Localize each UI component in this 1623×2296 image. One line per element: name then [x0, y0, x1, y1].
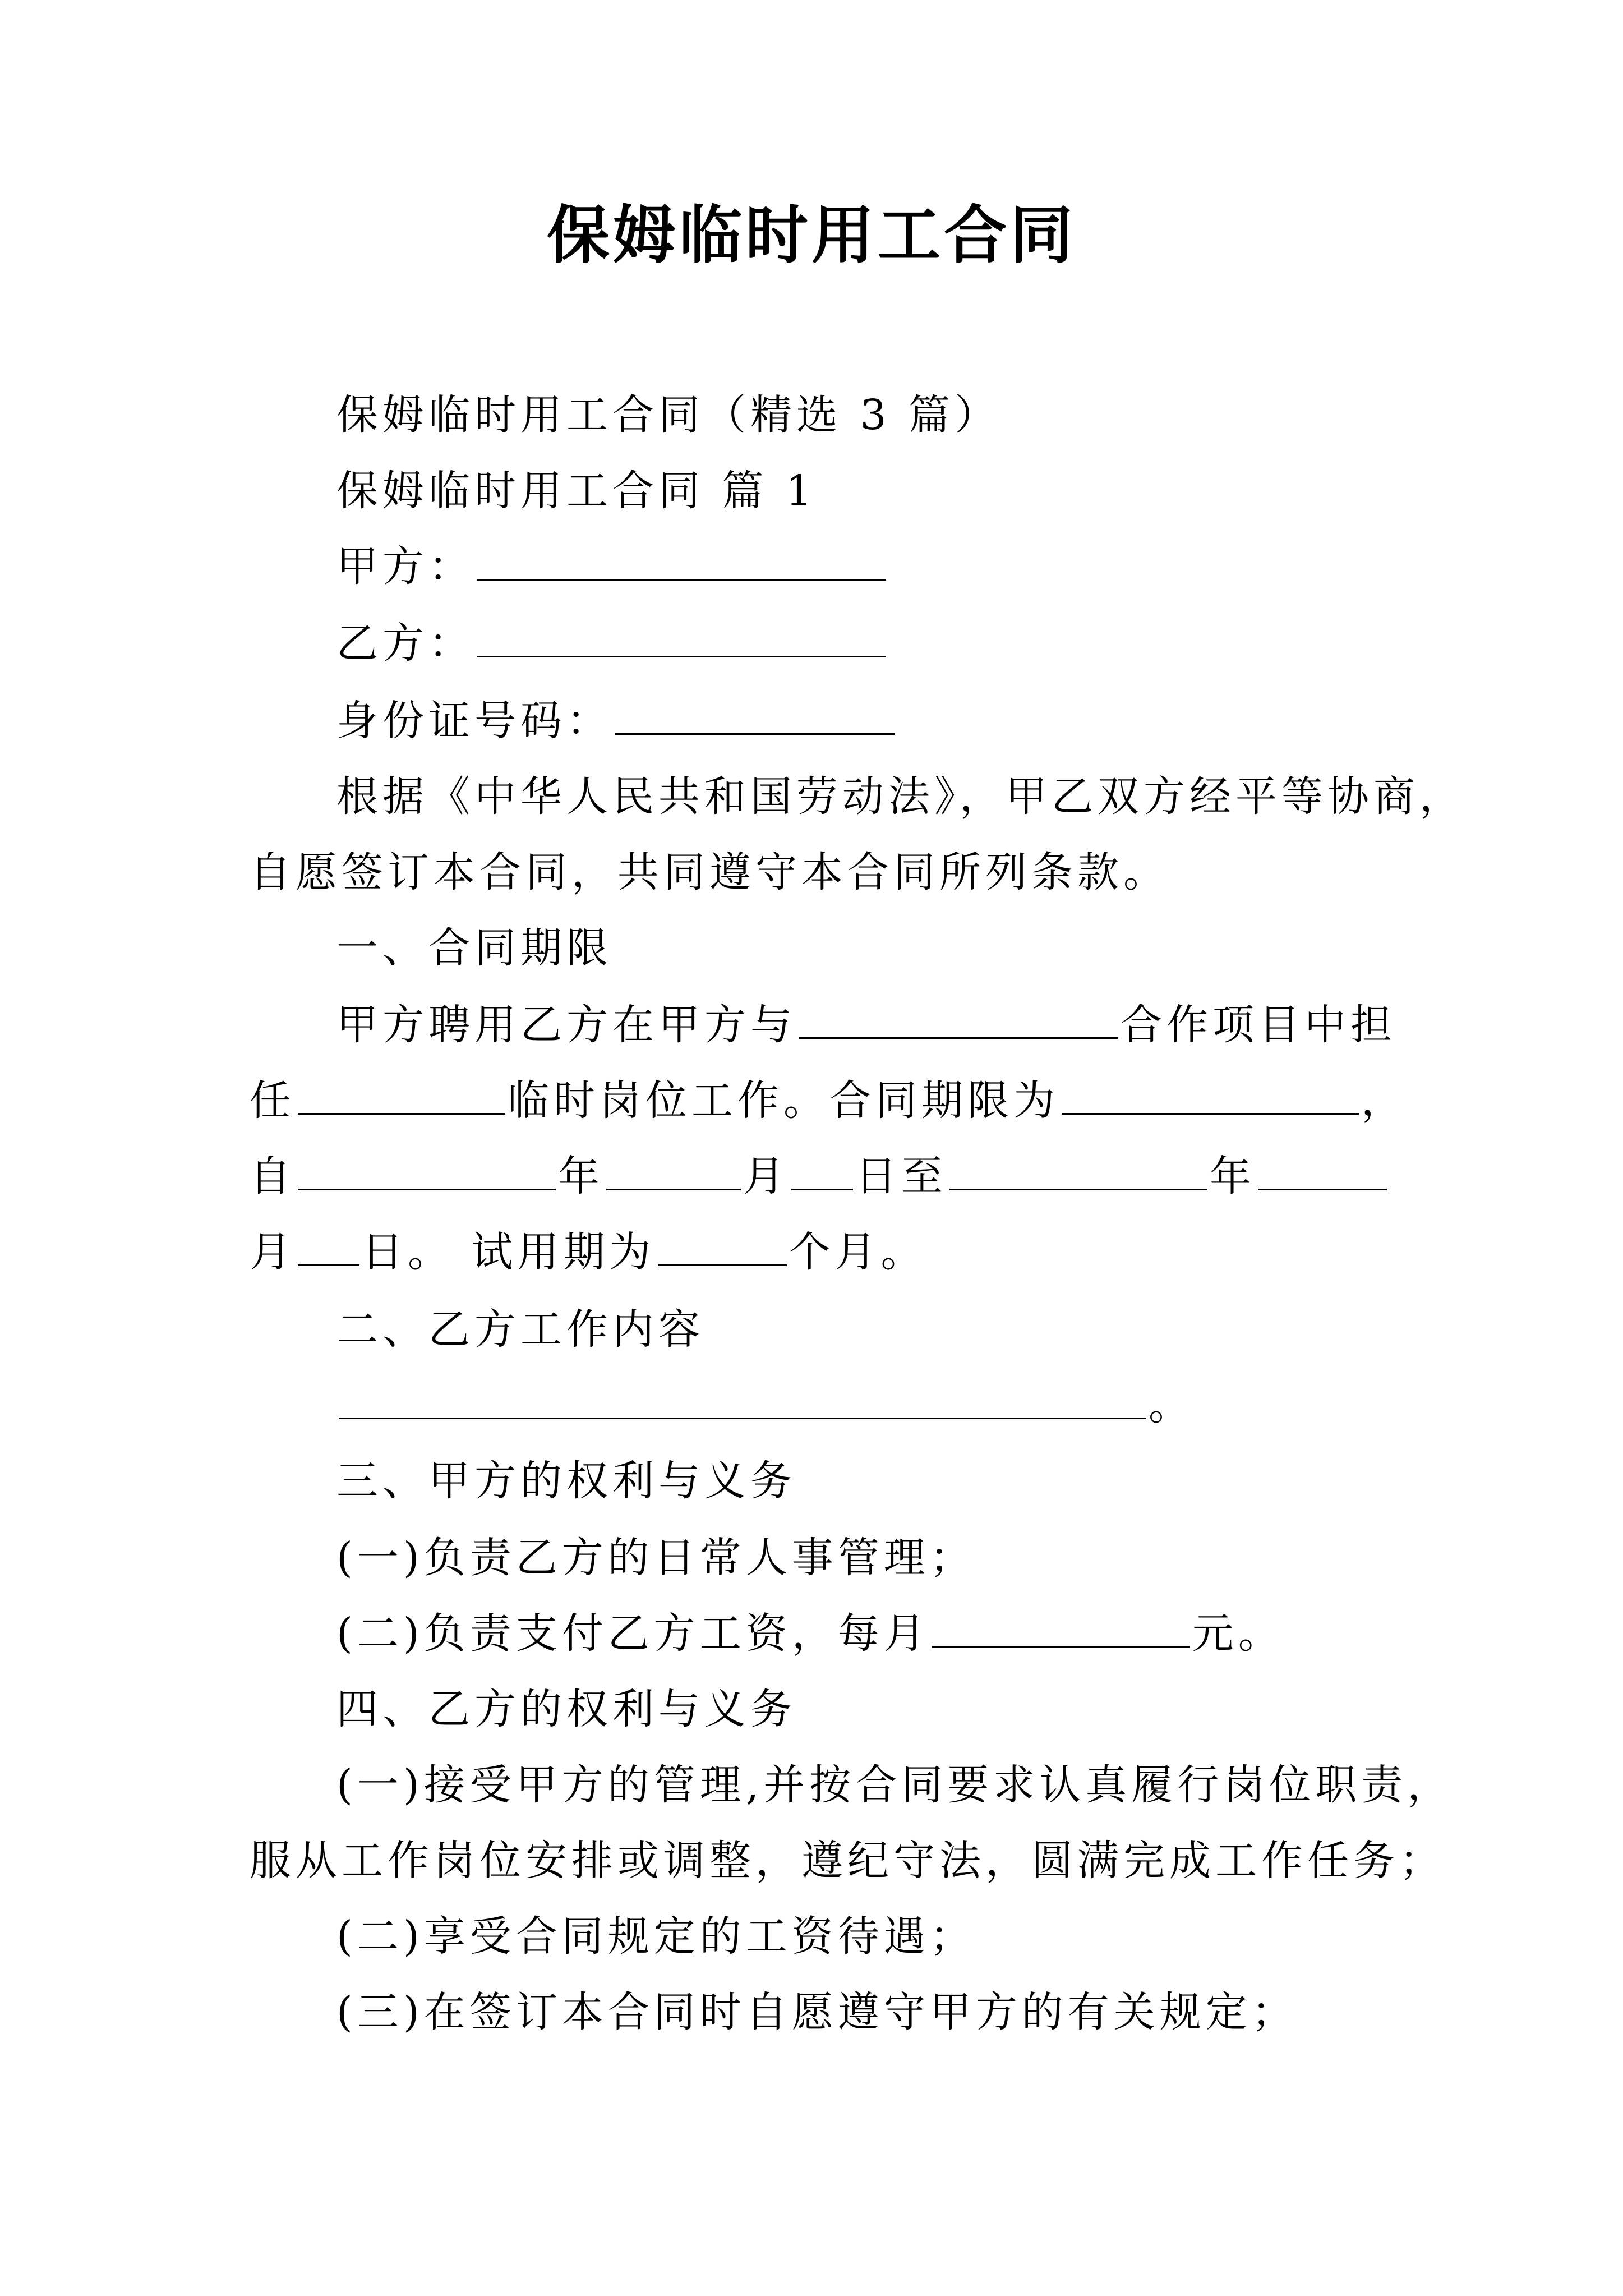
party-a-blank — [477, 544, 886, 581]
project-blank — [799, 1002, 1118, 1039]
party-b-row — [336, 615, 1492, 671]
section-heading-4: 四、乙方的权利与义务 — [336, 1685, 796, 1733]
clause-line: (二)享受合同规定的工资待遇； — [336, 1912, 976, 1961]
salary-row — [336, 1605, 1492, 1662]
clause-line — [250, 1073, 1405, 1129]
clause-text: 。 — [1149, 1381, 1195, 1429]
party-a-row — [336, 539, 1492, 595]
clause-line: (三)在签订本合同时自愿遵守甲方的有关规定； — [336, 1988, 1298, 2036]
clause-line — [336, 997, 1492, 1053]
start-year-blank — [298, 1154, 556, 1190]
end-month-blank — [1258, 1154, 1387, 1190]
clause-text: 月 — [743, 1152, 789, 1200]
subtitle-selected: 保姆临时用工合同（精选 3 篇） — [336, 391, 1001, 439]
document-title: 保姆临时用工合同 — [547, 199, 1076, 272]
clause-text: 日至 — [855, 1152, 947, 1200]
clause-text: 任 — [250, 1076, 296, 1125]
clause-line: (一)负责乙方的日常人事管理； — [336, 1534, 976, 1582]
party-b-label: 乙方： — [336, 619, 474, 668]
clause-text: 元。 — [1192, 1609, 1284, 1658]
position-blank — [298, 1078, 505, 1115]
clause-text: 甲方聘用乙方在甲方与 — [336, 1001, 796, 1049]
paragraph-line: 根据《中华人民共和国劳动法》，甲乙双方经平等协商， — [336, 772, 1465, 821]
clause-line: 服从工作岗位安排或调整，遵纪守法，圆满完成工作任务； — [250, 1837, 1445, 1885]
party-a-label: 甲方： — [336, 542, 474, 591]
clause-text: 月 — [250, 1228, 296, 1276]
id-number-label: 身份证号码： — [336, 697, 612, 745]
clause-text: 年 — [558, 1152, 604, 1200]
work-content-row — [336, 1377, 1492, 1433]
start-day-blank — [791, 1154, 853, 1190]
clause-text: (二)负责支付乙方工资，每月 — [336, 1609, 930, 1658]
section-heading-3: 三、甲方的权利与义务 — [336, 1457, 796, 1505]
clause-text: 合作项目中担 — [1121, 1001, 1396, 1049]
section-heading-1: 一、合同期限 — [336, 924, 612, 972]
id-number-blank — [615, 698, 895, 735]
end-day-blank — [298, 1230, 359, 1266]
clause-text: 自 — [250, 1152, 296, 1200]
clause-line — [250, 1224, 1405, 1280]
section-heading-2: 二、乙方工作内容 — [336, 1305, 704, 1354]
salary-blank — [932, 1611, 1190, 1648]
work-content-blank — [339, 1383, 1146, 1419]
probation-blank — [658, 1230, 787, 1266]
start-month-blank — [606, 1154, 741, 1190]
clause-line: (一)接受甲方的管理,并按合同要求认真履行岗位职责， — [336, 1761, 1454, 1809]
clause-text: 年 — [1210, 1152, 1256, 1200]
paragraph-line: 自愿签订本合同，共同遵守本合同所列条款。 — [250, 848, 1169, 896]
term-blank — [1062, 1078, 1359, 1115]
clause-line — [250, 1148, 1405, 1204]
clause-text: 日。 试用期为 — [362, 1228, 656, 1276]
clause-text: 临时岗位工作。合同期限为 — [508, 1076, 1059, 1125]
id-number-row — [336, 693, 1492, 749]
subtitle-part-1: 保姆临时用工合同 篇 1 — [336, 467, 817, 515]
party-b-blank — [477, 621, 886, 657]
clause-text: 个月。 — [789, 1228, 927, 1276]
end-year-blank — [949, 1154, 1207, 1190]
clause-text: ， — [1361, 1076, 1407, 1125]
